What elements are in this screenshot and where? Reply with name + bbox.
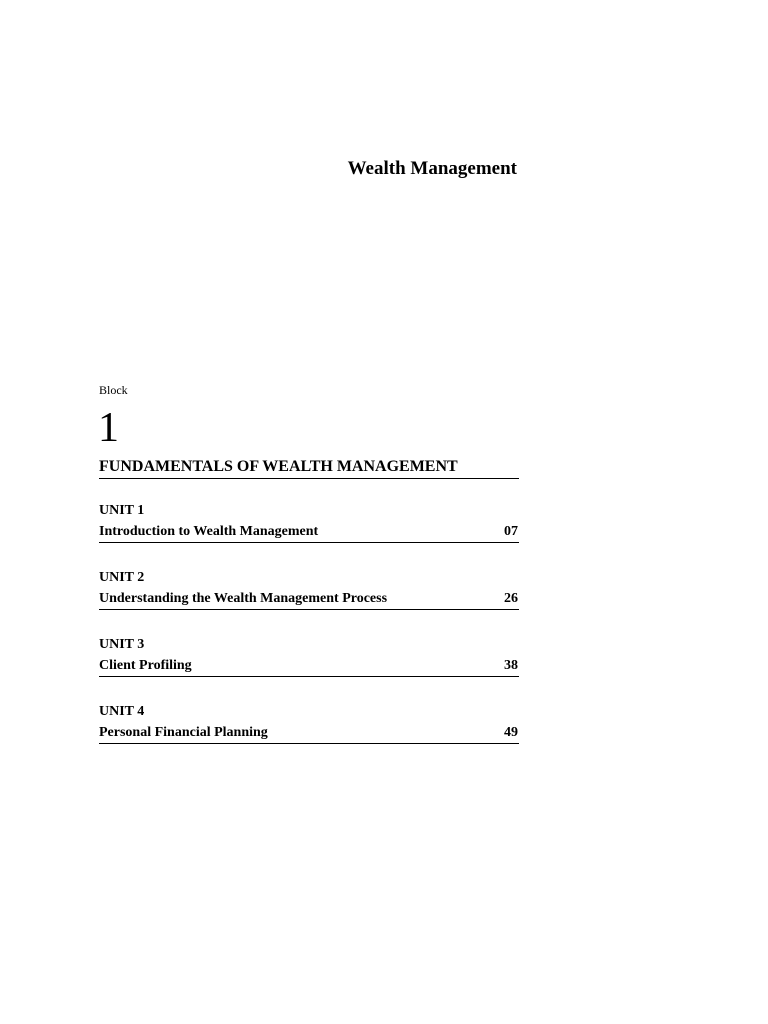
unit-entry (99, 570, 519, 637)
block-number: 1 (98, 405, 119, 451)
unit-title: Understanding the Wealth Management Process (99, 591, 388, 606)
unit-page-number: 49 (504, 725, 518, 740)
units-list (99, 503, 519, 771)
unit-label: UNIT 4 (99, 704, 145, 719)
unit-label: UNIT 1 (99, 503, 145, 518)
unit-title: Introduction to Wealth Management (99, 524, 319, 539)
unit-page-number: 26 (504, 591, 518, 606)
unit-title: Personal Financial Planning (99, 725, 268, 740)
unit-page-number: 38 (504, 658, 518, 673)
unit-row (99, 524, 519, 543)
block-label: Block (99, 383, 128, 397)
unit-row (99, 658, 519, 677)
unit-page-number: 07 (504, 524, 518, 539)
unit-entry (99, 704, 519, 771)
unit-row (99, 591, 519, 610)
unit-entry (99, 637, 519, 704)
unit-label: UNIT 2 (99, 570, 145, 585)
unit-label: UNIT 3 (99, 637, 145, 652)
book-title: Wealth Management (347, 158, 517, 179)
unit-title: Client Profiling (99, 658, 192, 673)
unit-row (99, 725, 519, 744)
unit-entry (99, 503, 519, 570)
block-title: FUNDAMENTALS OF WEALTH MANAGEMENT (99, 458, 519, 479)
